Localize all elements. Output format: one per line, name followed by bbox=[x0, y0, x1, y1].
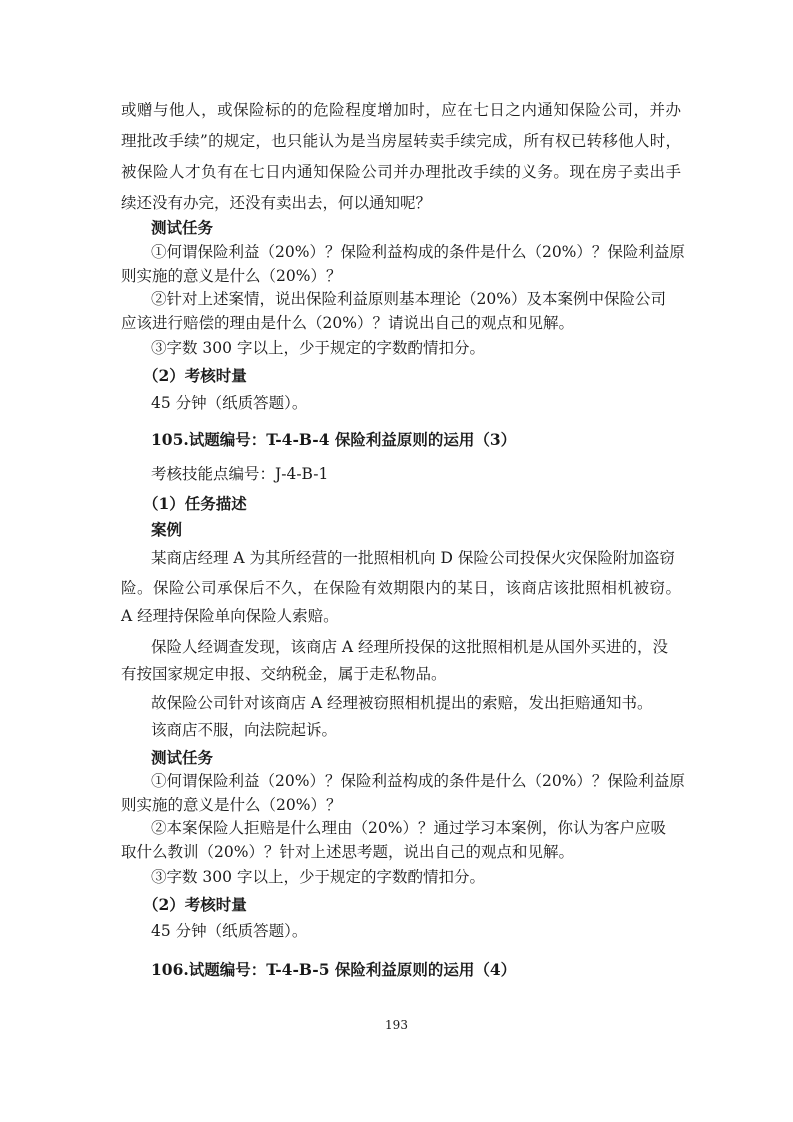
task-item: ③字数 300 字以上，少于规定的字数酌情扣分。 bbox=[151, 868, 485, 886]
case-line: 该商店不服，向法院起诉。 bbox=[151, 721, 338, 739]
section-heading: 测试任务 bbox=[151, 218, 214, 237]
body-line: 被保险人才负有在七日内通知保险公司并办理批改手续的义务。现在房子卖出手 bbox=[121, 163, 681, 181]
question-title: 106.试题编号：T-4-B-5 保险利益原则的运用（4） bbox=[151, 960, 517, 979]
case-line: 故保险公司针对该商店 A 经理被窃照相机提出的索赔，发出拒赔通知书。 bbox=[151, 694, 653, 712]
task-item-continued: 则实施的意义是什么（20%）？ bbox=[121, 267, 342, 285]
case-line: 保险人经调查发现，该商店 A 经理所投保的这批照相机是从国外买进的，没 bbox=[151, 638, 669, 656]
task-item-continued: 取什么教训（20%）？针对上述思考题，说出自己的观点和见解。 bbox=[121, 843, 574, 861]
task-item: ②本案保险人拒赔是什么理由（20%）？通过学习本案例，你认为客户应吸 bbox=[151, 819, 666, 837]
task-item: ①何谓保险利益（20%）？保险利益构成的条件是什么（20%）？保险利益原 bbox=[151, 772, 685, 790]
case-heading: 案例 bbox=[151, 520, 183, 539]
section-heading: 测试任务 bbox=[151, 748, 214, 767]
case-line: 有按国家规定申报、交纳税金，属于走私物品。 bbox=[121, 665, 447, 683]
body-line: 45 分钟（纸质答题）。 bbox=[151, 922, 308, 940]
body-line: 45 分钟（纸质答题）。 bbox=[151, 394, 308, 412]
case-line: A 经理持保险单向保险人索赔。 bbox=[121, 607, 339, 625]
subsection-heading: （2）考核时量 bbox=[143, 895, 247, 914]
task-item: ①何谓保险利益（20%）？保险利益构成的条件是什么（20%）？保险利益原 bbox=[151, 243, 685, 261]
task-item-continued: 应该进行赔偿的理由是什么（20%）？请说出自己的观点和见解。 bbox=[121, 314, 574, 332]
page-number: 193 bbox=[385, 1018, 408, 1032]
question-title: 105.试题编号：T-4-B-4 保险利益原则的运用（3） bbox=[151, 430, 517, 449]
case-line: 某商店经理 A 为其所经营的一批照相机向 D 保险公司投保火灾保险附加盗窃 bbox=[151, 549, 675, 567]
skill-code: 考核技能点编号：J-4-B-1 bbox=[151, 465, 329, 483]
case-line: 险。保险公司承保后不久，在保险有效期限内的某日，该商店该批照相机被窃。 bbox=[121, 579, 681, 597]
body-line: 理批改手续”的规定，也只能认为是当房屋转卖手续完成，所有权已转移他人时， bbox=[121, 132, 681, 150]
body-line: 或赠与他人，或保险标的的危险程度增加时，应在七日之内通知保险公司，并办 bbox=[121, 101, 681, 119]
task-item: ②针对上述案情，说出保险利益原则基本理论（20%）及本案例中保险公司 bbox=[151, 290, 666, 308]
subsection-heading: （1）任务描述 bbox=[143, 494, 247, 513]
task-item-continued: 则实施的意义是什么（20%）？ bbox=[121, 796, 342, 814]
task-item: ③字数 300 字以上，少于规定的字数酌情扣分。 bbox=[151, 339, 485, 357]
body-line: 续还没有办完，还没有卖出去，何以通知呢？ bbox=[121, 194, 432, 212]
subsection-heading: （2）考核时量 bbox=[143, 366, 247, 385]
